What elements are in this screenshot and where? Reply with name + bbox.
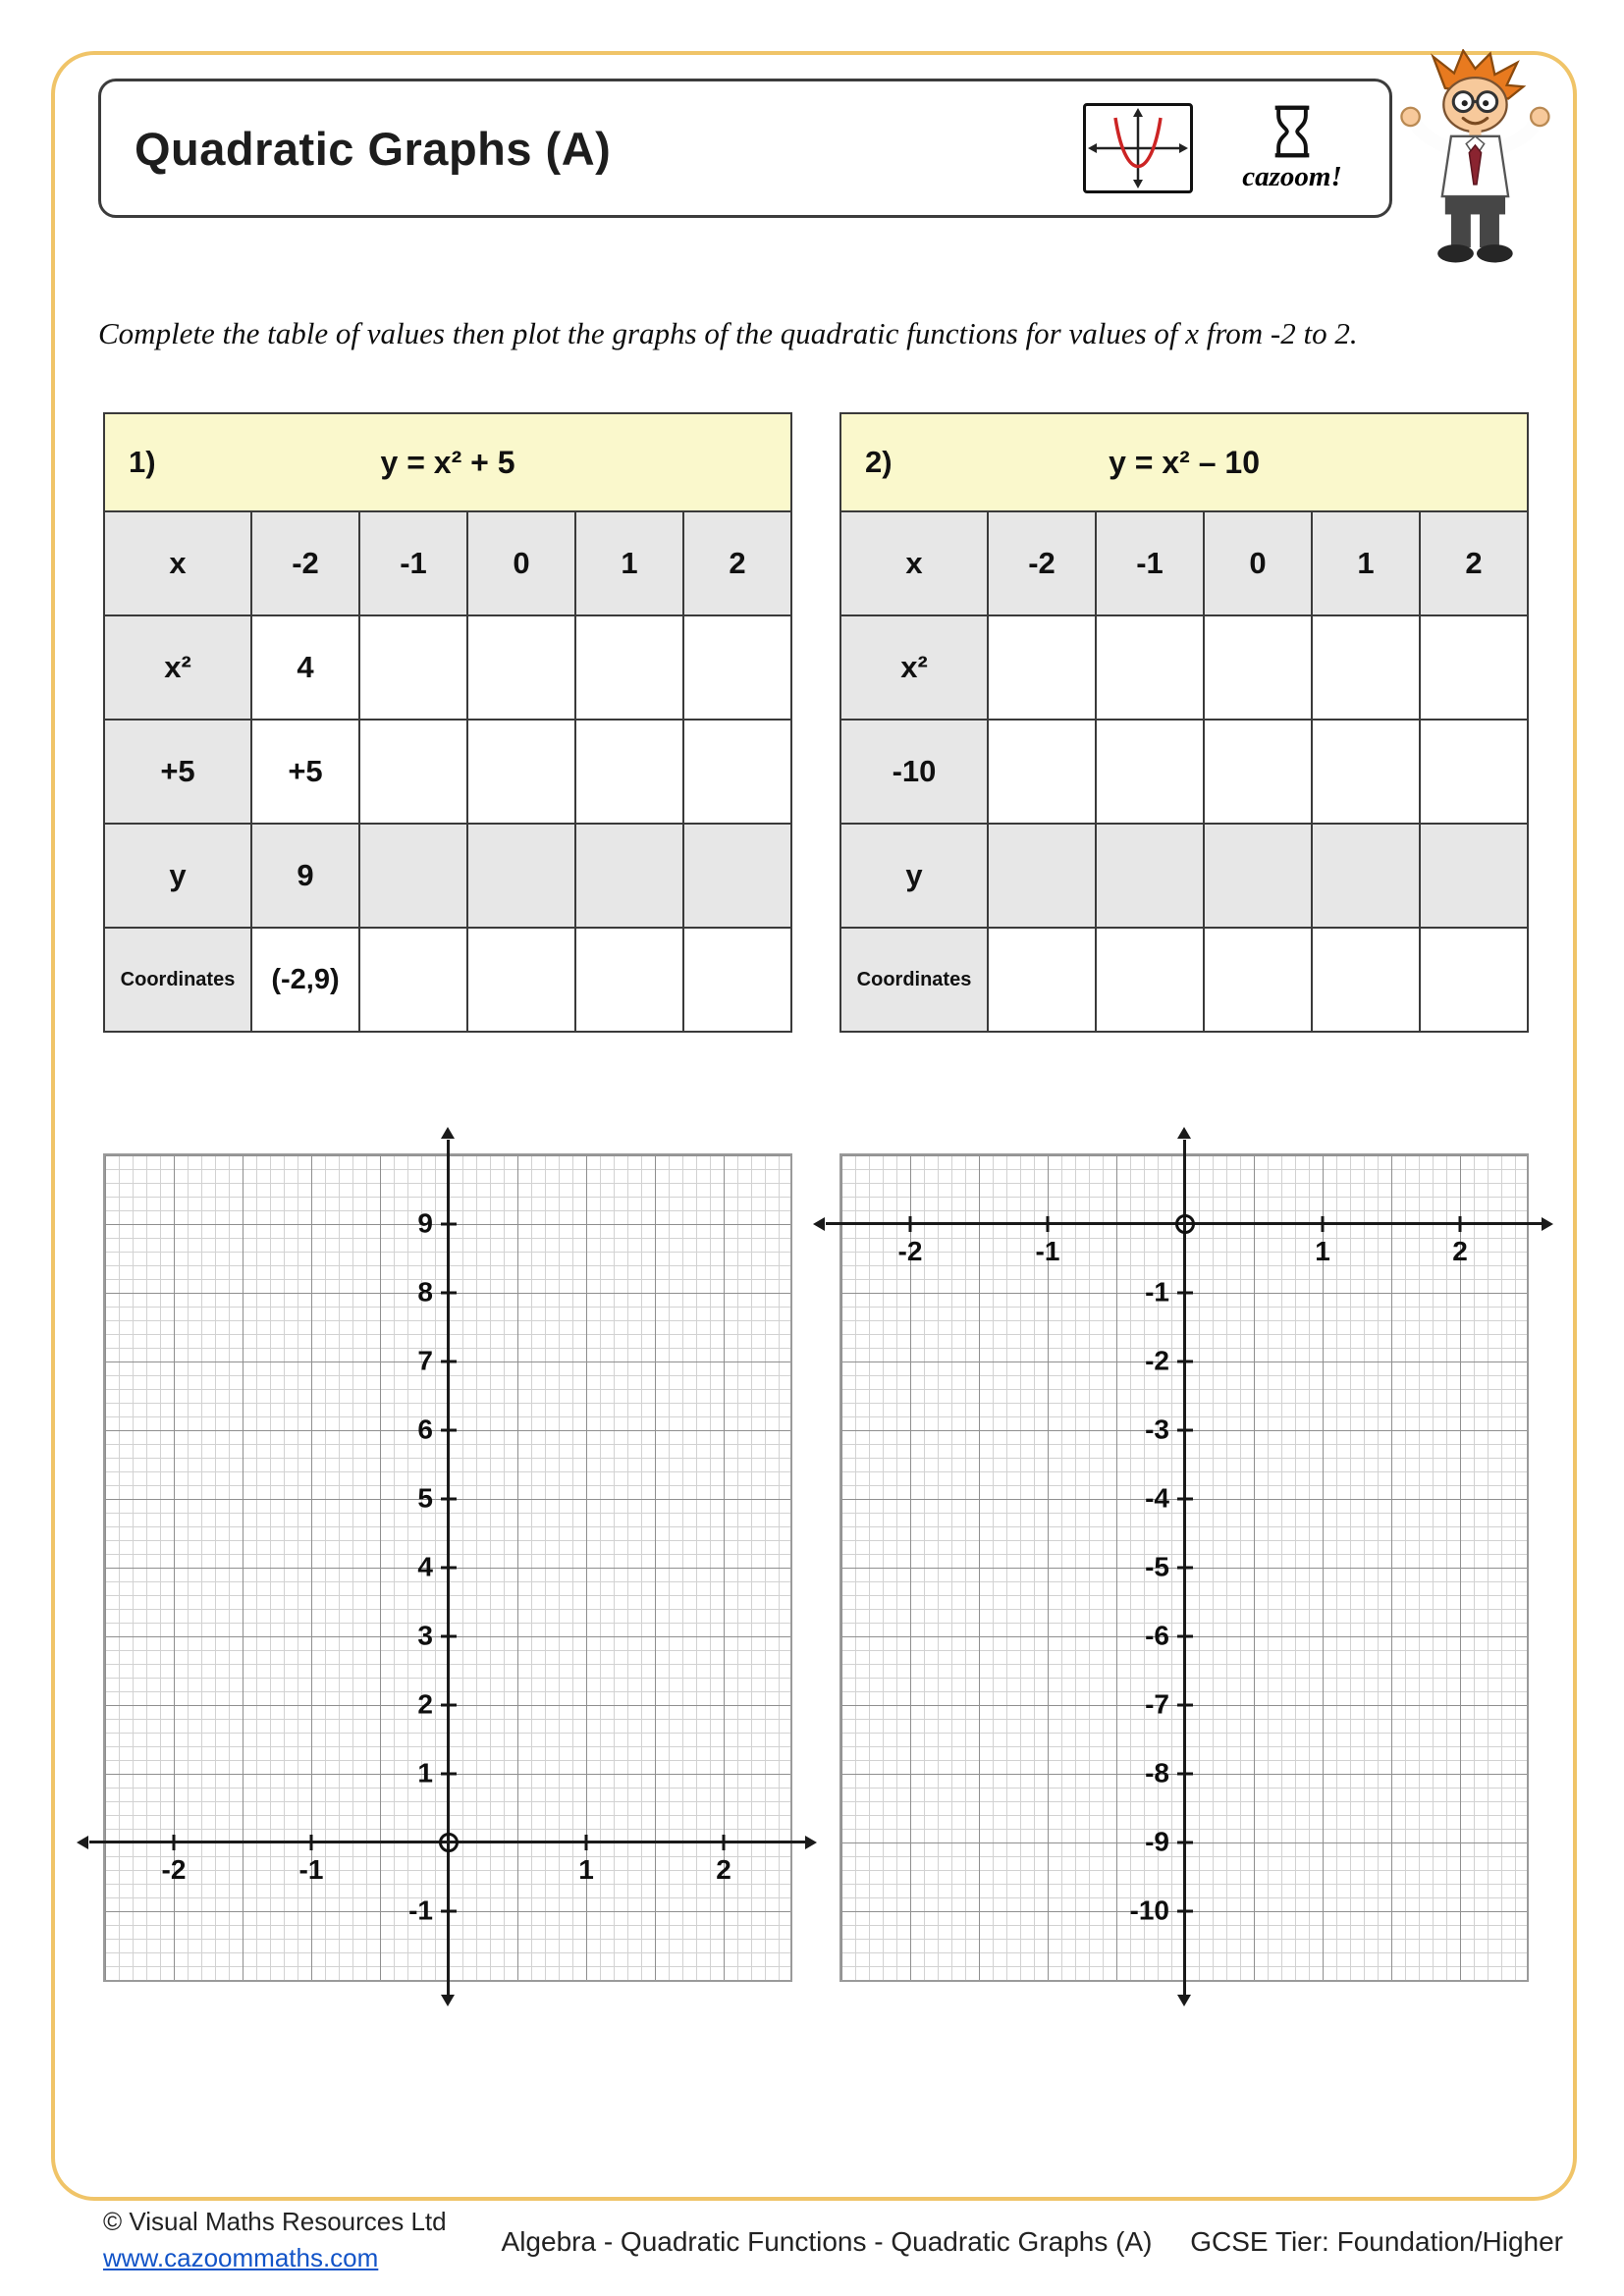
row-label: x² [840,615,988,720]
x-axis-label: -1 [298,1854,324,1885]
table-cell: 4 [251,615,359,720]
y-tick [441,1361,457,1363]
page-title: Quadratic Graphs (A) [135,122,612,175]
y-tick [1177,1842,1193,1844]
x-axis-label: -2 [161,1854,187,1885]
row-label: y [104,824,251,928]
x-axis-label: 2 [1452,1236,1468,1266]
table-cell [1096,824,1204,928]
table-row [104,928,791,1032]
table-cell [1096,720,1204,824]
table-cell: 2 [683,511,791,615]
table-row [104,615,791,720]
copyright-text: © Visual Maths Resources Ltd [103,2207,447,2236]
table-cell [1096,928,1204,1032]
table-cell: -1 [359,511,467,615]
table-cell [988,928,1096,1032]
row-label: -10 [840,720,988,824]
table-cell [1204,928,1312,1032]
table-row [840,928,1528,1032]
table-cell [359,720,467,824]
row-label: Coordinates [104,928,251,1032]
y-axis-label: -1 [1145,1276,1169,1308]
y-axis-label: -10 [1129,1895,1169,1926]
table-row [104,824,791,928]
table-cell: 1 [1312,511,1420,615]
table-2 [839,412,1529,1033]
row-label: Coordinates [840,928,988,1032]
y-tick [441,1910,457,1913]
y-axis-label: 9 [417,1207,433,1239]
table-row [840,615,1528,720]
table-cell [575,615,683,720]
row-label: +5 [104,720,251,824]
table-cell: 9 [251,824,359,928]
y-axis-label: 5 [417,1482,433,1514]
table-cell [1312,720,1420,824]
x-tick [173,1835,176,1850]
y-tick [1177,1773,1193,1776]
y-tick [1177,1361,1193,1363]
y-axis-label: -3 [1145,1414,1169,1445]
table-cell [575,720,683,824]
y-tick [441,1498,457,1501]
x-tick [1322,1216,1325,1232]
x-axis-label: -2 [897,1236,923,1266]
footer [51,2207,1573,2273]
logo-wordmark: cazoom! [1242,161,1342,192]
x-tick [1047,1216,1050,1232]
table-cell [467,720,575,824]
table-cell [1420,928,1528,1032]
table-row [104,511,791,615]
y-axis-label: 8 [417,1276,433,1308]
table-row [840,720,1528,824]
table-cell [988,615,1096,720]
table-cell: -1 [1096,511,1204,615]
y-tick [441,1704,457,1707]
y-tick [441,1635,457,1638]
y-axis-label: -2 [1145,1345,1169,1376]
y-axis-label: -1 [408,1895,433,1926]
table-row [104,720,791,824]
graph-grid-2 [839,1153,1529,1982]
table-cell [359,615,467,720]
table-cell [1420,824,1528,928]
table-row [840,824,1528,928]
y-tick [1177,1910,1193,1913]
table-cell [575,824,683,928]
y-tick [1177,1292,1193,1295]
row-label: x [840,511,988,615]
mascot-illustration [1387,49,1569,290]
x-axis-left-arrow-icon [813,1217,825,1231]
table-cell: 0 [1204,511,1312,615]
y-axis-down-arrow-icon [441,1995,455,2006]
x-axis-label: -1 [1035,1236,1060,1266]
table-cell [467,928,575,1032]
y-axis-label: 4 [417,1551,433,1582]
y-axis-up-arrow-icon [1177,1127,1191,1139]
table-2-header [840,413,1528,511]
table-cell: -2 [988,511,1096,615]
row-label: x [104,511,251,615]
y-axis-label: 2 [417,1688,433,1720]
y-axis-label: -4 [1145,1482,1169,1514]
table-cell: +5 [251,720,359,824]
table-cell [575,928,683,1032]
gcse-tier-text: GCSE Tier: Foundation/Higher [1190,2226,1563,2257]
table-cell [988,824,1096,928]
x-axis-right-arrow-icon [805,1836,817,1849]
worksheet-topic-text: Algebra - Quadratic Functions - Quadratic Graphs (A) [501,2226,1153,2257]
question-number: 1) [129,445,156,479]
table-cell [683,928,791,1032]
table-cell [683,824,791,928]
table-cell [467,615,575,720]
y-axis-label: -6 [1145,1620,1169,1651]
y-tick [441,1292,457,1295]
y-axis-label: 6 [417,1414,433,1445]
y-axis-down-arrow-icon [1177,1995,1191,2006]
cazoom-logo [1218,103,1366,193]
x-tick [1459,1216,1462,1232]
table-cell: -2 [251,511,359,615]
table-cell [1312,928,1420,1032]
y-tick [1177,1635,1193,1638]
table-row [840,511,1528,615]
table-cell [683,720,791,824]
y-tick [441,1567,457,1570]
y-axis-label: -9 [1145,1826,1169,1857]
x-tick [723,1835,726,1850]
table-cell [467,824,575,928]
table-cell: 1 [575,511,683,615]
table-cell [1204,615,1312,720]
y-tick [1177,1704,1193,1707]
table-cell [1312,615,1420,720]
x-tick [310,1835,313,1850]
table-cell [359,928,467,1032]
x-tick [585,1835,588,1850]
table-cell [1420,615,1528,720]
y-axis-label: 3 [417,1620,433,1651]
question-number: 2) [865,445,893,479]
y-axis-label: -7 [1145,1688,1169,1720]
table-cell [1312,824,1420,928]
table-cell [988,720,1096,824]
y-tick [441,1223,457,1226]
x-axis-label: 1 [1315,1236,1330,1266]
y-tick [441,1773,457,1776]
y-tick [441,1429,457,1432]
x-axis-left-arrow-icon [77,1836,88,1849]
x-tick [909,1216,912,1232]
table-1-header [104,413,791,511]
y-axis-up-arrow-icon [441,1127,455,1139]
table-cell [1420,720,1528,824]
table-cell [1204,720,1312,824]
hourglass-icon [1267,103,1318,160]
table-cell [359,824,467,928]
table-cell [1204,824,1312,928]
table-cell [683,615,791,720]
row-label: x² [104,615,251,720]
website-link[interactable]: www.cazoommaths.com [103,2243,379,2272]
y-axis-label: -5 [1145,1551,1169,1582]
x-axis-label: 2 [716,1854,731,1885]
graph-grid-1 [103,1153,792,1982]
x-axis-label: 1 [578,1854,594,1885]
y-axis-label: -8 [1145,1757,1169,1789]
y-tick [1177,1429,1193,1432]
origin-marker [439,1833,459,1852]
instruction-text: Complete the table of values then plot the graphs of the quadratic functions for values of x from -2 to 2. [98,316,1358,350]
y-tick [1177,1498,1193,1501]
y-axis-label: 1 [417,1757,433,1789]
worksheet-header [98,79,1392,218]
row-label: y [840,824,988,928]
equation-label: y = x² – 10 [1109,444,1260,480]
table-cell: (-2,9) [251,928,359,1032]
x-axis-right-arrow-icon [1542,1217,1553,1231]
table-cell [1096,615,1204,720]
equation-label: y = x² + 5 [380,444,515,480]
table-1 [103,412,792,1033]
y-tick [1177,1567,1193,1570]
table-cell: 2 [1420,511,1528,615]
y-axis-label: 7 [417,1345,433,1376]
parabola-graph-icon [1083,103,1193,193]
origin-marker [1175,1214,1195,1234]
table-cell: 0 [467,511,575,615]
